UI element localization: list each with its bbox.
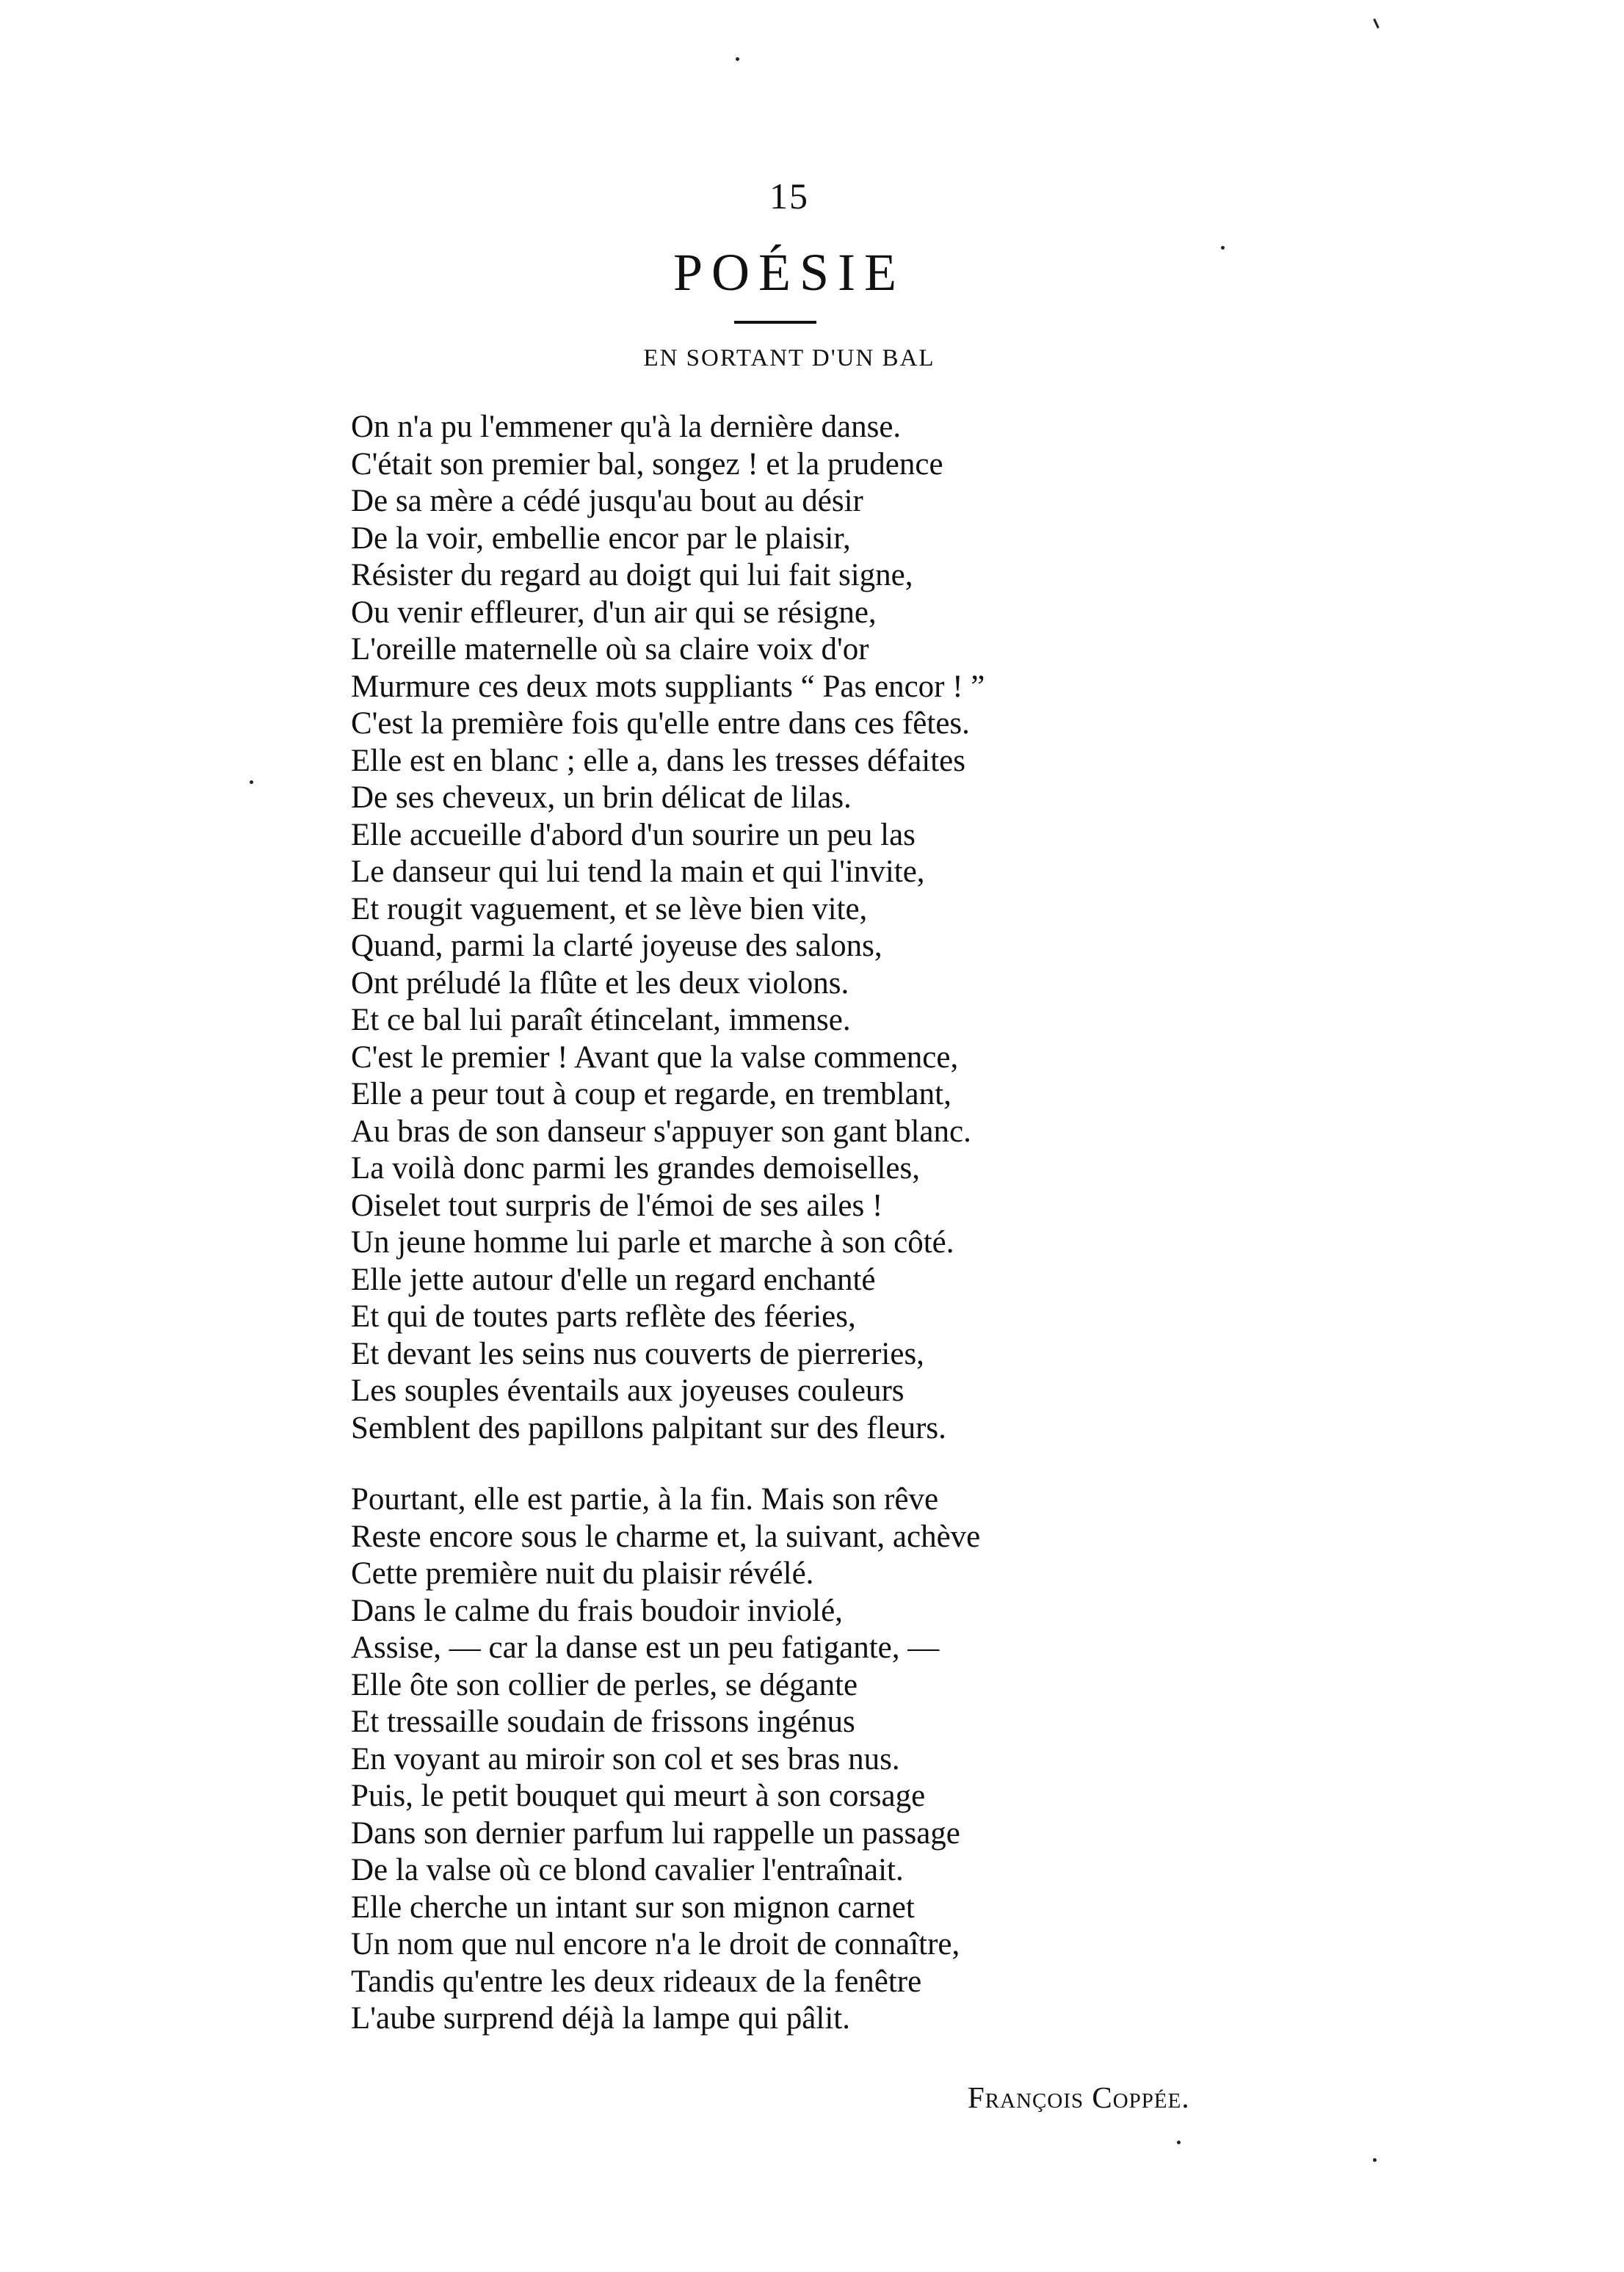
verse-line: Et rougit vaguement, et se lève bien vite,: [351, 891, 868, 926]
verse-line: Elle a peur tout à coup et regarde, en tremblant,: [351, 1077, 951, 1111]
verse-line: Pourtant, elle est partie, à la fin. Mais son rêve: [351, 1482, 939, 1517]
verse-line: Murmure ces deux mots suppliants “ Pas encor ! ”: [351, 669, 985, 704]
verse-line: Elle accueille d'abord d'un sourire un peu las: [351, 817, 916, 852]
verse-line: Ont préludé la flûte et les deux violons.: [351, 965, 849, 1001]
scan-speck: [1177, 2141, 1181, 2144]
verse-line: Le danseur qui lui tend la main et qui l'invite,: [351, 854, 925, 889]
verse-line: L'oreille maternelle où sa claire voix d'or: [351, 632, 869, 667]
verse-line: Reste encore sous le charme et, la suivant, achève: [351, 1519, 981, 1554]
verse-line: C'est le premier ! Avant que la valse commence,: [351, 1039, 959, 1075]
verse-line: Quand, parmi la clarté joyeuse des salons,: [351, 929, 882, 963]
scan-speck: [250, 780, 253, 784]
verse-line: Elle est en blanc ; elle a, dans les tresses défaites: [351, 743, 965, 778]
title-rule: [734, 321, 816, 324]
verse-line: Tandis qu'entre les deux rideaux de la fenêtre: [351, 1964, 922, 1999]
verse-line: Oiselet tout surpris de l'émoi de ses ailes !: [351, 1188, 883, 1223]
scan-speck: [1373, 18, 1380, 29]
verse-line: En voyant au miroir son col et ses bras nus.: [351, 1741, 900, 1776]
verse-line: La voilà donc parmi les grandes demoiselles,: [351, 1151, 920, 1186]
verse-line: Dans son dernier parfum lui rappelle un passage: [351, 1815, 960, 1851]
scan-speck: [1221, 246, 1225, 250]
verse-line: Assise, — car la danse est un peu fatigante, —: [351, 1630, 940, 1665]
verse-line: Dans le calme du frais boudoir inviolé,: [351, 1593, 843, 1628]
stanza-1: [351, 409, 985, 1447]
verse-line: De sa mère a cédé jusqu'au bout au désir: [351, 484, 863, 518]
verse-line: C'était son premier bal, songez ! et la prudence: [351, 446, 943, 482]
verse-line: Puis, le petit bouquet qui meurt à son corsage: [351, 1779, 926, 1813]
verse-line: Un nom que nul encore n'a le droit de connaître,: [351, 1927, 960, 1961]
poem-title: POÉSIE: [673, 243, 906, 302]
verse-line: Un jeune homme lui parle et marche à son côté.: [351, 1225, 954, 1260]
verse-line: Au bras de son danseur s'appuyer son gant blanc.: [351, 1114, 971, 1149]
verse-line: Et qui de toutes parts reflète des féeries,: [351, 1299, 856, 1334]
verse-line: Ou venir effleurer, d'un air qui se résigne,: [351, 595, 877, 630]
author-signature: François Coppée.: [968, 2080, 1190, 2114]
stanza-2: [351, 1481, 980, 2038]
verse-line: Elle ôte son collier de perles, se dégante: [351, 1667, 858, 1702]
verse-line: Et tressaille soudain de frissons ingénus: [351, 1705, 855, 1739]
verse-line: Les souples éventails aux joyeuses couleurs: [351, 1373, 905, 1408]
verse-line: Résister du regard au doigt qui lui fait signe,: [351, 558, 913, 592]
verse-line: Semblent des papillons palpitant sur des fleurs.: [351, 1410, 946, 1445]
verse-line: Et devant les seins nus couverts de pierreries,: [351, 1336, 924, 1371]
poem-subtitle: EN SORTANT D'UN BAL: [643, 345, 935, 371]
page-number: 15: [769, 175, 809, 217]
verse-line: De ses cheveux, un brin délicat de lilas.: [351, 780, 852, 815]
verse-line: De la voir, embellie encor par le plaisir,: [351, 520, 851, 556]
verse-line: C'est la première fois qu'elle entre dans ces fêtes.: [351, 706, 970, 741]
scan-speck: [1373, 2158, 1377, 2162]
verse-line: On n'a pu l'emmener qu'à la dernière danse.: [351, 410, 902, 444]
verse-line: De la valse où ce blond cavalier l'entraînait.: [351, 1853, 904, 1887]
verse-line: Cette première nuit du plaisir révélé.: [351, 1556, 814, 1591]
verse-line: L'aube surprend déjà la lampe qui pâlit.: [351, 2001, 850, 2036]
scan-speck: [736, 57, 739, 61]
verse-line: Elle jette autour d'elle un regard enchanté: [351, 1262, 876, 1297]
verse-line: Et ce bal lui paraît étincelant, immense.: [351, 1003, 851, 1037]
verse-line: Elle cherche un intant sur son mignon carnet: [351, 1890, 915, 1925]
